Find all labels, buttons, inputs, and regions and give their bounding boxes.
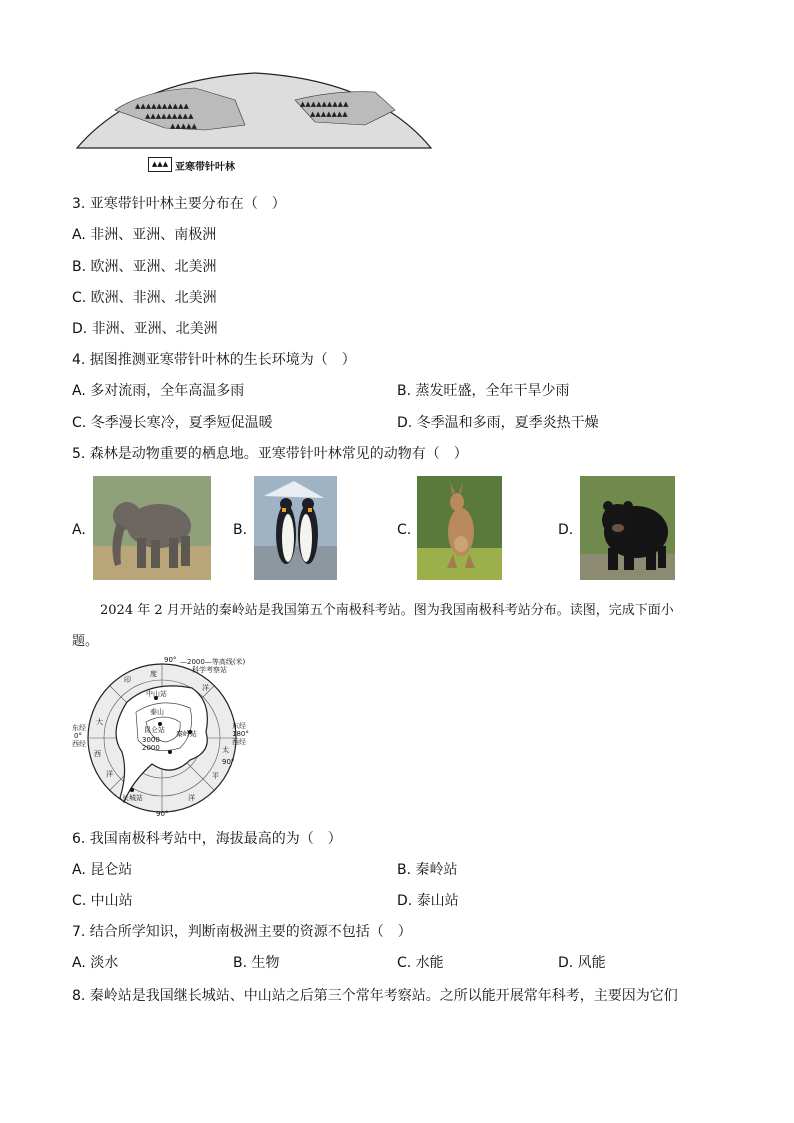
- q5-option-d[interactable]: D.: [558, 522, 574, 538]
- map2-label: 中山站: [146, 690, 167, 698]
- q8-stem: 8. 秦岭站是我国继长城站、中山站之后第三个常年考察站。之所以能开展常年科考，主要因为它们: [72, 988, 678, 1004]
- forest-legend-symbol: ▲▲▲: [148, 157, 172, 172]
- map2-label: 洋: [188, 794, 195, 802]
- map2-label: 太: [222, 746, 229, 754]
- map2-label: 昆仑站: [144, 726, 165, 734]
- map2-label: 平: [212, 772, 219, 780]
- q5-option-a[interactable]: A.: [72, 522, 86, 538]
- intro-line-1: 2024 年 2 月开站的秦岭站是我国第五个南极科考站。图为我国南极科考站分布。读图，完成下面小: [100, 603, 674, 618]
- elephant-image[interactable]: [93, 476, 211, 580]
- map2-label: 2000: [142, 744, 160, 752]
- world-forest-map: [75, 70, 435, 152]
- map2-label: 西: [94, 750, 101, 758]
- svg-text:▲▲▲▲▲▲▲▲▲: ▲▲▲▲▲▲▲▲▲: [300, 100, 349, 108]
- map2-label: 东经: [232, 722, 246, 730]
- forest-legend-label: 亚寒带针叶林: [175, 162, 235, 173]
- q7-stem: 7. 结合所学知识，判断南极洲主要的资源不包括（ ）: [72, 924, 412, 940]
- q3-option-c[interactable]: C. 欧洲、非洲、北美洲: [72, 290, 217, 306]
- elephant-icon: [93, 476, 211, 580]
- antarctic-station-map: [72, 652, 262, 817]
- q7-option-a[interactable]: A. 淡水: [72, 955, 119, 971]
- q3-option-d[interactable]: D. 非洲、亚洲、北美洲: [72, 321, 218, 337]
- kangaroo-image[interactable]: [417, 476, 502, 580]
- q4-option-a[interactable]: A. 多对流雨，全年高温多雨: [72, 383, 245, 399]
- map2-label: 秦岭站: [176, 730, 197, 738]
- svg-text:▲▲▲▲▲▲▲▲▲▲: ▲▲▲▲▲▲▲▲▲▲: [135, 102, 189, 110]
- map2-label: 印: [124, 676, 131, 684]
- q6-option-a[interactable]: A. 昆仑站: [72, 862, 133, 878]
- q5-option-b[interactable]: B.: [233, 522, 248, 538]
- penguin-icon: [254, 476, 337, 580]
- world-map-svg: [75, 70, 435, 152]
- map2-legend-contour: —2000—等高线(米): [180, 658, 246, 666]
- q4-option-c[interactable]: C. 冬季漫长寒冷，夏季短促温暖: [72, 415, 273, 431]
- q6-option-b[interactable]: B. 秦岭站: [397, 862, 458, 878]
- q3-option-a[interactable]: A. 非洲、亚洲、南极洲: [72, 227, 217, 243]
- map2-label: 长城站: [122, 794, 143, 802]
- q3-option-b[interactable]: B. 欧洲、亚洲、北美洲: [72, 259, 217, 275]
- q5-option-c[interactable]: C.: [397, 522, 412, 538]
- map2-label: 0°: [74, 732, 82, 740]
- svg-text:▲▲▲▲▲▲▲▲▲: ▲▲▲▲▲▲▲▲▲: [145, 112, 194, 120]
- q6-option-d[interactable]: D. 泰山站: [397, 893, 459, 909]
- map2-label: 3000: [142, 736, 160, 744]
- map2-legend-station: 科学考察站: [192, 666, 227, 674]
- q6-stem: 6. 我国南极科考站中，海拔最高的为（ ）: [72, 831, 342, 847]
- penguin-image[interactable]: [254, 476, 337, 580]
- q4-option-d[interactable]: D. 冬季温和多雨，夏季炎热干燥: [397, 415, 599, 431]
- antarctic-map-svg: [72, 652, 262, 817]
- map2-label: 度: [150, 670, 157, 678]
- kangaroo-icon: [417, 476, 502, 580]
- svg-text:▲▲▲▲▲: ▲▲▲▲▲: [170, 122, 197, 130]
- map2-label: 西经: [232, 738, 246, 746]
- q4-stem: 4. 据图推测亚寒带针叶林的生长环境为（ ）: [72, 352, 356, 368]
- map2-label: 180°: [232, 730, 249, 738]
- intro-line-2: 题。: [72, 634, 99, 649]
- q3-stem: 3. 亚寒带针叶林主要分布在（ ）: [72, 196, 286, 212]
- map2-label: 90°: [156, 810, 169, 817]
- q6-option-c[interactable]: C. 中山站: [72, 893, 133, 909]
- q7-option-b[interactable]: B. 生物: [233, 955, 280, 971]
- q7-option-c[interactable]: C. 水能: [397, 955, 444, 971]
- map2-label: 洋: [106, 770, 113, 778]
- map2-label: 泰山: [150, 708, 164, 716]
- q4-option-b[interactable]: B. 蒸发旺盛，全年干旱少雨: [397, 383, 570, 399]
- svg-text:▲▲▲▲▲▲▲: ▲▲▲▲▲▲▲: [310, 110, 348, 118]
- map2-label: 洋: [202, 684, 209, 692]
- q5-stem: 5. 森林是动物重要的栖息地。亚寒带针叶林常见的动物有（ ）: [72, 446, 468, 462]
- q7-option-d[interactable]: D. 风能: [558, 955, 606, 971]
- map2-label: 西经: [72, 740, 86, 748]
- black-bear-image[interactable]: [580, 476, 675, 580]
- map2-label: 大: [96, 718, 103, 726]
- map2-label: 90°: [164, 656, 177, 664]
- map2-label: 东经: [72, 724, 86, 732]
- map2-label: 90°: [222, 758, 235, 766]
- black-bear-icon: [580, 476, 675, 580]
